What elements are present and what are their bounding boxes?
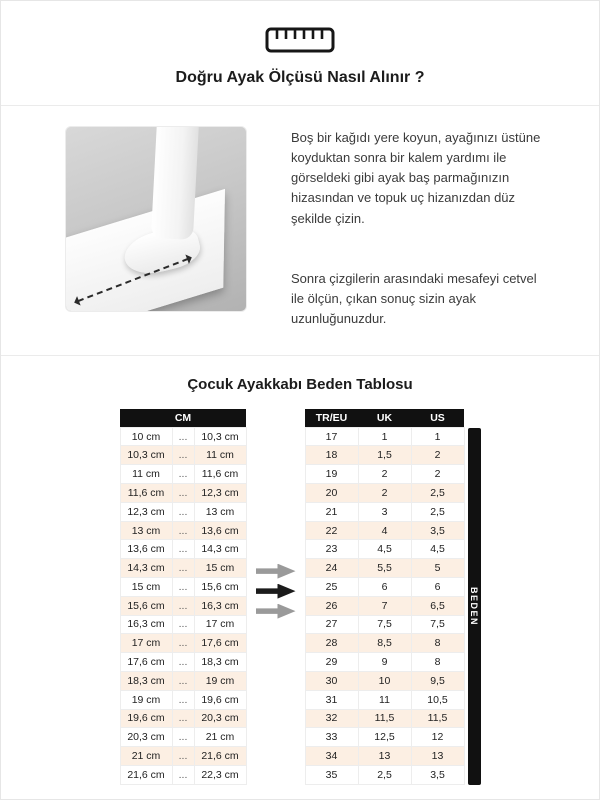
- size-cell: 7: [358, 596, 411, 615]
- cm-table-row: [120, 747, 246, 766]
- size-table-row: [305, 578, 464, 597]
- cm-cell: 15 cm: [120, 578, 172, 597]
- cm-cell: 14,3 cm: [194, 540, 246, 559]
- size-cell: 10,5: [411, 690, 464, 709]
- size-cell: 2,5: [358, 765, 411, 784]
- size-cell: 34: [305, 747, 358, 766]
- size-table-row: [305, 615, 464, 634]
- cm-cell: ...: [172, 521, 194, 540]
- conversion-arrows: [247, 397, 305, 785]
- size-cell: 1,5: [358, 446, 411, 465]
- cm-cell: 13 cm: [120, 521, 172, 540]
- cm-cell: 21 cm: [194, 728, 246, 747]
- size-table-row: [305, 521, 464, 540]
- cm-cell: 13,6 cm: [194, 521, 246, 540]
- cm-cell: ...: [172, 653, 194, 672]
- howto-texts: [291, 126, 541, 329]
- cm-table-row: [120, 671, 246, 690]
- cm-table-row: [120, 502, 246, 521]
- size-cell: 13: [411, 747, 464, 766]
- cm-cell: 14,3 cm: [120, 559, 172, 578]
- size-cell: 11,5: [411, 709, 464, 728]
- cm-table-row: [120, 559, 246, 578]
- cm-cell: 12,3 cm: [194, 484, 246, 503]
- cm-cell: ...: [172, 578, 194, 597]
- size-table-section: [1, 356, 599, 785]
- size-cell: 6,5: [411, 596, 464, 615]
- size-cell: 2,5: [411, 484, 464, 503]
- cm-cell: ...: [172, 502, 194, 521]
- cm-cell: 11,6 cm: [120, 484, 172, 503]
- howto-section: [1, 106, 599, 355]
- size-table-row: [305, 484, 464, 503]
- size-cell: 8,5: [358, 634, 411, 653]
- cm-cell: 20,3 cm: [194, 709, 246, 728]
- cm-cell: ...: [172, 747, 194, 766]
- size-cell: 8: [411, 653, 464, 672]
- size-cell: 26: [305, 596, 358, 615]
- cm-cell: ...: [172, 690, 194, 709]
- size-cell: 11: [358, 690, 411, 709]
- size-cell: 5,5: [358, 559, 411, 578]
- cm-cell: ...: [172, 596, 194, 615]
- cm-cell: 19,6 cm: [194, 690, 246, 709]
- cm-cell: ...: [172, 465, 194, 484]
- cm-cell: 15,6 cm: [120, 596, 172, 615]
- size-table-row: [305, 540, 464, 559]
- cm-cell: 11 cm: [194, 446, 246, 465]
- size-cell: 4,5: [358, 540, 411, 559]
- size-cell: 29: [305, 653, 358, 672]
- cm-table-row: [120, 653, 246, 672]
- size-table-row: [305, 747, 464, 766]
- cm-cell: ...: [172, 559, 194, 578]
- cm-cell: 10 cm: [120, 427, 172, 446]
- size-conversion-table: [305, 409, 465, 785]
- size-table-row: [305, 765, 464, 784]
- size-cell: 7,5: [358, 615, 411, 634]
- size-cell: 7,5: [411, 615, 464, 634]
- right-arrow-icon: [256, 564, 296, 579]
- cm-table-row: [120, 465, 246, 484]
- size-cell: 31: [305, 690, 358, 709]
- size-cell: 17: [305, 427, 358, 446]
- size-cell: 4: [358, 521, 411, 540]
- size-cell: 2: [411, 446, 464, 465]
- size-cell: 18: [305, 446, 358, 465]
- size-cell: 11,5: [358, 709, 411, 728]
- beden-side-bar: [468, 428, 481, 785]
- size-table-row: [305, 709, 464, 728]
- cm-cell: ...: [172, 615, 194, 634]
- cm-cell: 11,6 cm: [194, 465, 246, 484]
- size-cell: 27: [305, 615, 358, 634]
- size-cell: 12,5: [358, 728, 411, 747]
- size-cell: 20: [305, 484, 358, 503]
- size-table-header-tr-eu: TR/EU: [305, 409, 358, 427]
- cm-cell: ...: [172, 671, 194, 690]
- size-table-header-us: US: [411, 409, 464, 427]
- size-table-row: [305, 446, 464, 465]
- size-table-row: [305, 653, 464, 672]
- size-cell: 30: [305, 671, 358, 690]
- cm-table-row: [120, 521, 246, 540]
- cm-cell: 18,3 cm: [194, 653, 246, 672]
- cm-cell: 15,6 cm: [194, 578, 246, 597]
- size-cell: 2: [358, 484, 411, 503]
- size-table-row: [305, 502, 464, 521]
- cm-table-row: [120, 540, 246, 559]
- cm-cell: 19 cm: [194, 671, 246, 690]
- cm-cell: 19,6 cm: [120, 709, 172, 728]
- right-arrow-icon: [256, 584, 296, 599]
- cm-table-row: [120, 728, 246, 747]
- cm-cell: 15 cm: [194, 559, 246, 578]
- cm-cell: 20,3 cm: [120, 728, 172, 747]
- size-cell: 22: [305, 521, 358, 540]
- cm-cell: ...: [172, 427, 194, 446]
- size-table-row: [305, 465, 464, 484]
- cm-cell: 22,3 cm: [194, 765, 246, 784]
- cm-cell: 13,6 cm: [120, 540, 172, 559]
- cm-cell: 11 cm: [120, 465, 172, 484]
- cm-table-row: [120, 709, 246, 728]
- foot-measurement-photo: [65, 126, 247, 312]
- size-cell: 13: [358, 747, 411, 766]
- size-cell: 24: [305, 559, 358, 578]
- cm-cell: 10,3 cm: [120, 446, 172, 465]
- size-cell: 23: [305, 540, 358, 559]
- size-cell: 33: [305, 728, 358, 747]
- size-cell: 12: [411, 728, 464, 747]
- size-table-title: Çocuk Ayakkabı Beden Tablosu: [187, 376, 413, 394]
- cm-cell: 17,6 cm: [194, 634, 246, 653]
- size-cell: 28: [305, 634, 358, 653]
- size-cell: 10: [358, 671, 411, 690]
- cm-cell: ...: [172, 728, 194, 747]
- size-table-header-uk: UK: [358, 409, 411, 427]
- cm-table-row: [120, 634, 246, 653]
- cm-cell: ...: [172, 634, 194, 653]
- size-cell: 21: [305, 502, 358, 521]
- size-cell: 9,5: [411, 671, 464, 690]
- size-cell: 1: [411, 427, 464, 446]
- instruction-paragraph-2: Sonra çizgilerin arasındaki mesafeyi cetvel ile ölçün, çıkan sonuç sizin ayak uzunluğunuzdur.: [291, 270, 537, 326]
- cm-cell: 18,3 cm: [120, 671, 172, 690]
- size-table-row: [305, 596, 464, 615]
- size-cell: 6: [411, 578, 464, 597]
- cm-cell: 17,6 cm: [120, 653, 172, 672]
- cm-table-row: [120, 446, 246, 465]
- cm-cell: 17 cm: [194, 615, 246, 634]
- cm-cell: 13 cm: [194, 502, 246, 521]
- cm-cell: ...: [172, 540, 194, 559]
- cm-table-row: [120, 484, 246, 503]
- cm-cell: 16,3 cm: [120, 615, 172, 634]
- cm-table-row: [120, 615, 246, 634]
- cm-cell: 21 cm: [120, 747, 172, 766]
- instruction-paragraph-1: Boş bir kağıdı yere koyun, ayağınızı üstüne koyduktan sonra bir kalem yardımı ile görseldeki gibi ayak baş parmağınızın hizasından ve topuk uç hizanızdan düz şekilde çizin.: [291, 130, 541, 226]
- right-arrow-icon: [256, 604, 296, 619]
- size-cell: 25: [305, 578, 358, 597]
- cm-cell: 21,6 cm: [194, 747, 246, 766]
- cm-cell: 12,3 cm: [120, 502, 172, 521]
- size-table-row: [305, 559, 464, 578]
- size-tables: [1, 409, 599, 785]
- size-cell: 2,5: [411, 502, 464, 521]
- size-cell: 5: [411, 559, 464, 578]
- cm-cell: ...: [172, 484, 194, 503]
- size-cell: 6: [358, 578, 411, 597]
- size-cell: 2: [358, 465, 411, 484]
- size-table-row: [305, 634, 464, 653]
- size-cell: 9: [358, 653, 411, 672]
- size-table-row: [305, 690, 464, 709]
- cm-cell: ...: [172, 765, 194, 784]
- cm-cell: 19 cm: [120, 690, 172, 709]
- page-title: Doğru Ayak Ölçüsü Nasıl Alınır ?: [175, 69, 425, 86]
- cm-table-header: CM: [120, 409, 246, 427]
- size-table-row: [305, 728, 464, 747]
- cm-cell: 10,3 cm: [194, 427, 246, 446]
- size-cell: 32: [305, 709, 358, 728]
- beden-label: BEDEN: [469, 587, 479, 627]
- cm-cell: 16,3 cm: [194, 596, 246, 615]
- size-cell: 35: [305, 765, 358, 784]
- size-cell: 4,5: [411, 540, 464, 559]
- size-cell: 3,5: [411, 765, 464, 784]
- cm-table-row: [120, 427, 246, 446]
- size-conversion-wrap: [305, 409, 481, 785]
- ruler-icon: [1, 25, 599, 57]
- cm-table-row: [120, 765, 246, 784]
- cm-table-row: [120, 690, 246, 709]
- cm-cell: ...: [172, 709, 194, 728]
- size-cell: 3: [358, 502, 411, 521]
- size-table-row: [305, 671, 464, 690]
- cm-table-row: [120, 578, 246, 597]
- cm-table: [120, 409, 247, 785]
- cm-cell: 17 cm: [120, 634, 172, 653]
- cm-cell: 21,6 cm: [120, 765, 172, 784]
- size-cell: 2: [411, 465, 464, 484]
- sock-leg: [151, 126, 199, 240]
- size-cell: 19: [305, 465, 358, 484]
- size-cell: 3,5: [411, 521, 464, 540]
- size-table-row: [305, 427, 464, 446]
- cm-table-row: [120, 596, 246, 615]
- size-cell: 8: [411, 634, 464, 653]
- cm-cell: ...: [172, 446, 194, 465]
- size-cell: 1: [358, 427, 411, 446]
